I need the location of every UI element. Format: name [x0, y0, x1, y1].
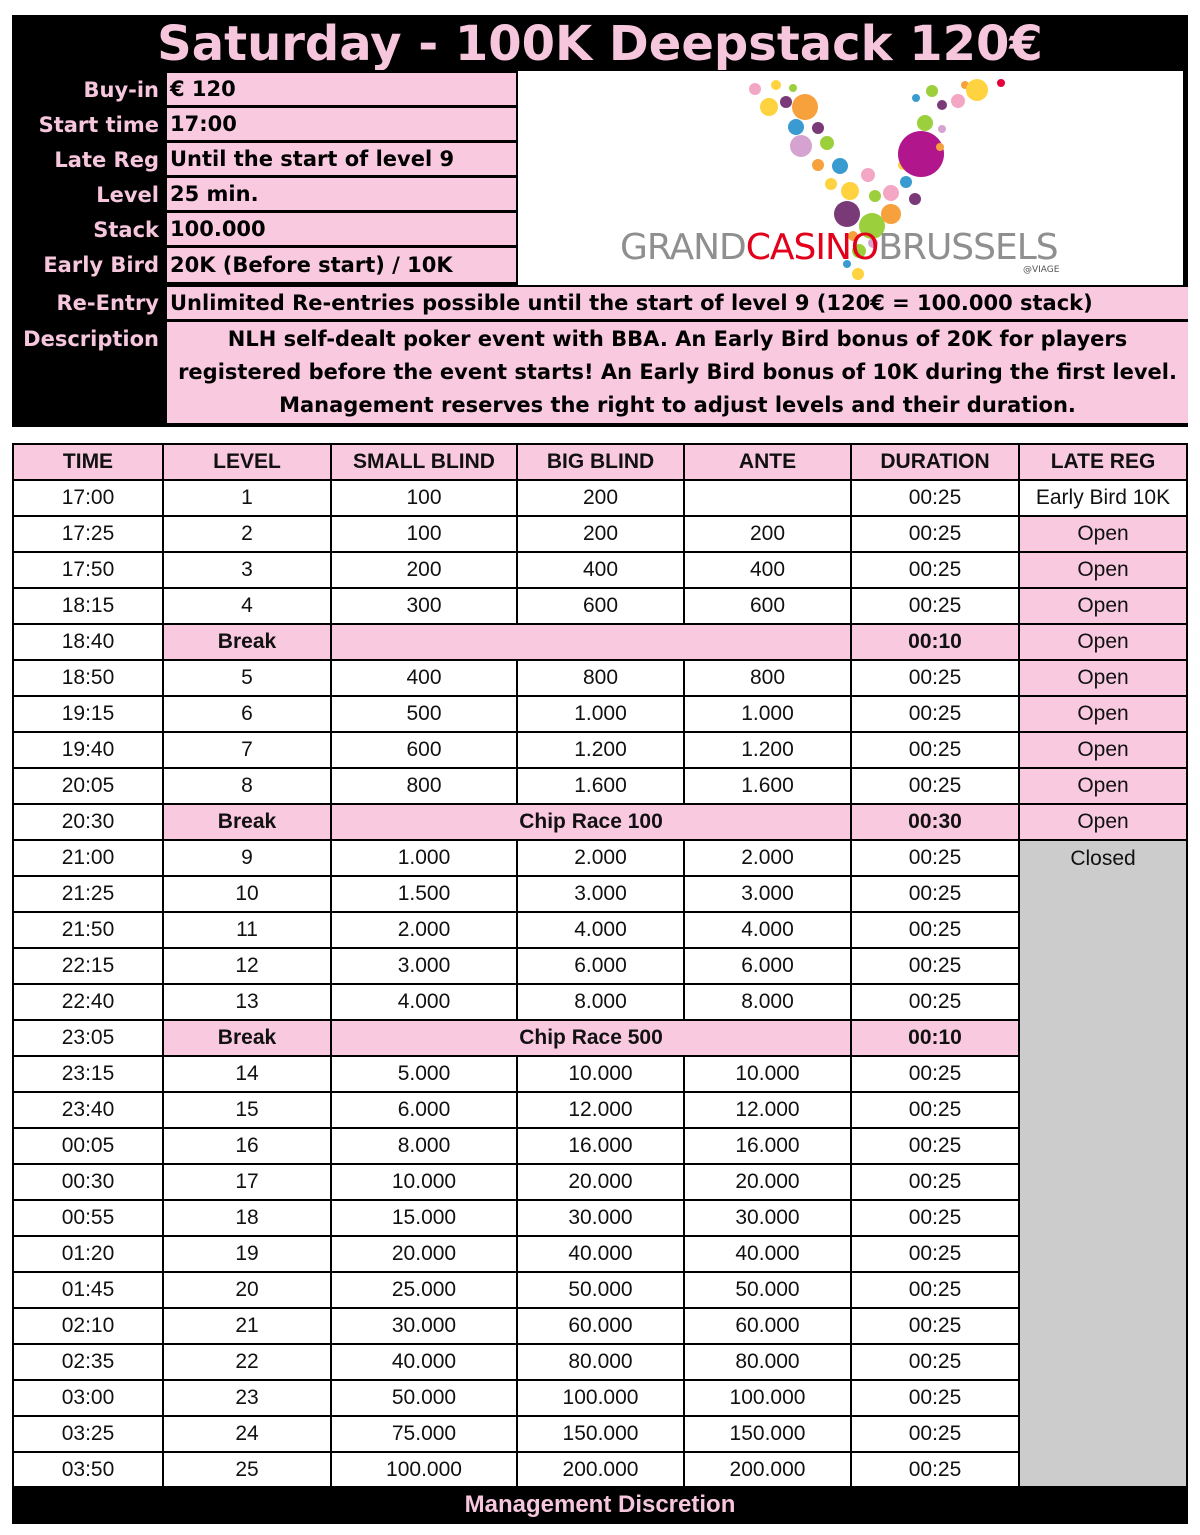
duration-cell: 00:25	[851, 1164, 1019, 1200]
ante-cell: 150.000	[684, 1416, 851, 1452]
level-cell: 25	[163, 1452, 331, 1488]
ante-cell: 100.000	[684, 1380, 851, 1416]
table-row	[13, 1200, 1187, 1236]
time-cell: 22:15	[13, 948, 163, 984]
ante-cell: 12.000	[684, 1092, 851, 1128]
logo-wordmark	[620, 227, 1058, 268]
break-row	[13, 804, 1187, 840]
description-value: NLH self-dealt poker event with BBA. An Early Bird bonus of 20K for players registered before the event starts! An Early Bird bonus of 10K during the first level. Management reserves the right to adjust levels and their duration.	[167, 322, 1188, 423]
level-cell: 23	[163, 1380, 331, 1416]
time-cell: 23:15	[13, 1056, 163, 1092]
time-cell: 19:40	[13, 732, 163, 768]
break-label-cell: Break	[163, 624, 331, 660]
late-reg-cell: Open	[1019, 696, 1187, 732]
late-reg-cell: Open	[1019, 552, 1187, 588]
late-reg-closed-cell	[1019, 840, 1187, 1488]
event-header	[12, 15, 1188, 427]
duration-cell: 00:25	[851, 1200, 1019, 1236]
description-label: Description	[23, 327, 159, 351]
level-cell: 22	[163, 1344, 331, 1380]
stack-label: Stack	[93, 218, 159, 242]
reentry-value: Unlimited Re-entries possible until the start of level 9 (120€ = 100.000 stack)	[167, 287, 1188, 319]
table-row	[13, 948, 1187, 984]
time-cell: 18:40	[13, 624, 163, 660]
big-blind-cell: 8.000	[517, 984, 684, 1020]
table-row	[13, 1128, 1187, 1164]
duration-cell: 00:25	[851, 1452, 1019, 1488]
table-row	[13, 876, 1187, 912]
big-blind-cell: 150.000	[517, 1416, 684, 1452]
logo-word-grand: GRAND	[620, 227, 746, 268]
level-cell: 18	[163, 1200, 331, 1236]
small-blind-cell: 50.000	[331, 1380, 517, 1416]
time-cell: 00:55	[13, 1200, 163, 1236]
time-cell: 00:30	[13, 1164, 163, 1200]
small-blind-cell: 600	[331, 732, 517, 768]
ante-cell: 400	[684, 552, 851, 588]
time-cell: 21:50	[13, 912, 163, 948]
big-blind-cell: 3.000	[517, 876, 684, 912]
time-cell: 18:50	[13, 660, 163, 696]
table-row	[13, 660, 1187, 696]
small-blind-cell: 800	[331, 768, 517, 804]
late-reg-label: Late Reg	[54, 148, 159, 172]
level-cell: 21	[163, 1308, 331, 1344]
duration-cell: 00:25	[851, 768, 1019, 804]
big-blind-cell: 1.200	[517, 732, 684, 768]
buyin-value: € 120	[167, 73, 516, 105]
small-blind-cell: 25.000	[331, 1272, 517, 1308]
table-row	[13, 768, 1187, 804]
start-time-value: 17:00	[167, 108, 516, 140]
small-blind-cell: 1.000	[331, 840, 517, 876]
duration-cell: 00:25	[851, 1128, 1019, 1164]
start-time-label: Start time	[38, 113, 159, 137]
late-reg-cell: Open	[1019, 732, 1187, 768]
small-blind-cell: 500	[331, 696, 517, 732]
table-row	[13, 1092, 1187, 1128]
table-row	[13, 480, 1187, 516]
small-blind-cell: 200	[331, 552, 517, 588]
header-small-blind: SMALL BLIND	[331, 444, 517, 480]
ante-cell: 30.000	[684, 1200, 851, 1236]
time-cell: 20:30	[13, 804, 163, 840]
table-row	[13, 516, 1187, 552]
table-row	[13, 1380, 1187, 1416]
late-reg-value: Until the start of level 9	[167, 143, 516, 175]
small-blind-cell: 2.000	[331, 912, 517, 948]
ante-cell: 1.000	[684, 696, 851, 732]
big-blind-cell: 4.000	[517, 912, 684, 948]
small-blind-cell: 6.000	[331, 1092, 517, 1128]
duration-cell: 00:25	[851, 984, 1019, 1020]
time-cell: 23:05	[13, 1020, 163, 1056]
level-cell: 10	[163, 876, 331, 912]
time-cell: 01:45	[13, 1272, 163, 1308]
duration-cell: 00:25	[851, 1092, 1019, 1128]
level-cell: 7	[163, 732, 331, 768]
time-cell: 03:50	[13, 1452, 163, 1488]
big-blind-cell: 1.000	[517, 696, 684, 732]
small-blind-cell: 100.000	[331, 1452, 517, 1488]
small-blind-cell: 4.000	[331, 984, 517, 1020]
ante-cell: 10.000	[684, 1056, 851, 1092]
big-blind-cell: 2.000	[517, 840, 684, 876]
ante-cell: 800	[684, 660, 851, 696]
time-cell: 21:00	[13, 840, 163, 876]
time-cell: 23:40	[13, 1092, 163, 1128]
logo-word-casino: CASINO	[745, 227, 879, 268]
small-blind-cell: 300	[331, 588, 517, 624]
ante-cell: 80.000	[684, 1344, 851, 1380]
early-bird-value: 20K (Before start) / 10K	[167, 248, 516, 282]
ante-cell: 40.000	[684, 1236, 851, 1272]
duration-cell: 00:25	[851, 660, 1019, 696]
time-cell: 03:25	[13, 1416, 163, 1452]
big-blind-cell: 1.600	[517, 768, 684, 804]
duration-cell: 00:25	[851, 1272, 1019, 1308]
ante-cell: 2.000	[684, 840, 851, 876]
ante-cell: 4.000	[684, 912, 851, 948]
table-row	[13, 588, 1187, 624]
table-row	[13, 1272, 1187, 1308]
table-row	[13, 1236, 1187, 1272]
big-blind-cell: 16.000	[517, 1128, 684, 1164]
casino-logo	[518, 71, 1183, 285]
event-title: Saturday - 100K Deepstack 120€	[157, 16, 1043, 70]
time-cell: 22:40	[13, 984, 163, 1020]
ante-cell: 20.000	[684, 1164, 851, 1200]
big-blind-cell: 40.000	[517, 1236, 684, 1272]
duration-cell: 00:25	[851, 1308, 1019, 1344]
break-label-cell: Break	[163, 1020, 331, 1056]
level-cell: 24	[163, 1416, 331, 1452]
small-blind-cell: 1.500	[331, 876, 517, 912]
level-cell: 19	[163, 1236, 331, 1272]
duration-cell: 00:25	[851, 552, 1019, 588]
table-row	[13, 1416, 1187, 1452]
late-reg-cell: Open	[1019, 588, 1187, 624]
table-row	[13, 1164, 1187, 1200]
late-reg-cell: Early Bird 10K	[1019, 480, 1187, 516]
level-cell: 14	[163, 1056, 331, 1092]
late-reg-cell: Open	[1019, 768, 1187, 804]
break-label-cell: Break	[163, 804, 331, 840]
level-cell: 9	[163, 840, 331, 876]
duration-cell: 00:30	[851, 804, 1019, 840]
duration-cell: 00:25	[851, 696, 1019, 732]
break-note-cell: Chip Race 500	[331, 1020, 851, 1056]
duration-cell: 00:25	[851, 1056, 1019, 1092]
small-blind-cell: 40.000	[331, 1344, 517, 1380]
ante-cell: 50.000	[684, 1272, 851, 1308]
header-late-reg: LATE REG	[1019, 444, 1187, 480]
duration-cell: 00:25	[851, 948, 1019, 984]
time-cell: 02:10	[13, 1308, 163, 1344]
time-cell: 19:15	[13, 696, 163, 732]
level-cell: 3	[163, 552, 331, 588]
ante-cell: 200	[684, 516, 851, 552]
ante-cell: 1.600	[684, 768, 851, 804]
level-cell: 12	[163, 948, 331, 984]
duration-cell: 00:25	[851, 840, 1019, 876]
logo-dots-graphic	[518, 71, 1183, 285]
duration-cell: 00:25	[851, 1344, 1019, 1380]
time-cell: 17:00	[13, 480, 163, 516]
level-cell: 16	[163, 1128, 331, 1164]
level-cell: 20	[163, 1272, 331, 1308]
level-cell: 17	[163, 1164, 331, 1200]
break-note-cell	[331, 624, 851, 660]
blind-structure-table	[12, 443, 1188, 1489]
big-blind-cell: 30.000	[517, 1200, 684, 1236]
table-row	[13, 1344, 1187, 1380]
header-level: LEVEL	[163, 444, 331, 480]
level-label: Level	[96, 183, 159, 207]
small-blind-cell: 10.000	[331, 1164, 517, 1200]
small-blind-cell: 30.000	[331, 1308, 517, 1344]
stack-value: 100.000	[167, 213, 516, 245]
big-blind-cell: 200.000	[517, 1452, 684, 1488]
footer-note: Management Discretion	[12, 1486, 1188, 1524]
table-header-row	[13, 444, 1187, 480]
level-cell: 11	[163, 912, 331, 948]
table-row	[13, 984, 1187, 1020]
small-blind-cell: 100	[331, 516, 517, 552]
duration-cell: 00:25	[851, 876, 1019, 912]
table-row	[13, 1308, 1187, 1344]
big-blind-cell: 400	[517, 552, 684, 588]
time-cell: 17:25	[13, 516, 163, 552]
big-blind-cell: 50.000	[517, 1272, 684, 1308]
level-cell: 15	[163, 1092, 331, 1128]
table-row	[13, 1452, 1187, 1488]
duration-cell: 00:25	[851, 732, 1019, 768]
late-reg-closed-label: Closed	[1070, 847, 1136, 870]
small-blind-cell: 75.000	[331, 1416, 517, 1452]
time-cell: 20:05	[13, 768, 163, 804]
big-blind-cell: 100.000	[517, 1380, 684, 1416]
table-row	[13, 912, 1187, 948]
big-blind-cell: 200	[517, 480, 684, 516]
level-cell: 5	[163, 660, 331, 696]
time-cell: 17:50	[13, 552, 163, 588]
big-blind-cell: 20.000	[517, 1164, 684, 1200]
big-blind-cell: 12.000	[517, 1092, 684, 1128]
header-big-blind: BIG BLIND	[517, 444, 684, 480]
small-blind-cell: 15.000	[331, 1200, 517, 1236]
small-blind-cell: 20.000	[331, 1236, 517, 1272]
small-blind-cell: 5.000	[331, 1056, 517, 1092]
level-cell: 4	[163, 588, 331, 624]
late-reg-cell: Open	[1019, 804, 1187, 840]
level-cell: 1	[163, 480, 331, 516]
big-blind-cell: 10.000	[517, 1056, 684, 1092]
buyin-label: Buy-in	[83, 78, 159, 102]
header-duration: DURATION	[851, 444, 1019, 480]
big-blind-cell: 600	[517, 588, 684, 624]
ante-cell: 3.000	[684, 876, 851, 912]
ante-cell: 6.000	[684, 948, 851, 984]
header-ante: ANTE	[684, 444, 851, 480]
reentry-label: Re-Entry	[56, 291, 159, 315]
duration-cell: 00:25	[851, 516, 1019, 552]
logo-tagline: @VIAGE	[1023, 265, 1060, 275]
level-value: 25 min.	[167, 178, 516, 210]
duration-cell: 00:25	[851, 912, 1019, 948]
time-cell: 01:20	[13, 1236, 163, 1272]
level-cell: 2	[163, 516, 331, 552]
duration-cell: 00:25	[851, 1416, 1019, 1452]
big-blind-cell: 60.000	[517, 1308, 684, 1344]
ante-cell: 1.200	[684, 732, 851, 768]
logo-word-brussels: BRUSSELS	[878, 227, 1058, 268]
table-row	[13, 696, 1187, 732]
duration-cell: 00:25	[851, 1236, 1019, 1272]
small-blind-cell: 8.000	[331, 1128, 517, 1164]
late-reg-cell: Open	[1019, 624, 1187, 660]
duration-cell: 00:25	[851, 480, 1019, 516]
break-row	[13, 624, 1187, 660]
level-cell: 6	[163, 696, 331, 732]
time-cell: 00:05	[13, 1128, 163, 1164]
late-reg-cell: Open	[1019, 516, 1187, 552]
time-cell: 21:25	[13, 876, 163, 912]
ante-cell: 60.000	[684, 1308, 851, 1344]
table-row	[13, 1056, 1187, 1092]
table-row	[13, 732, 1187, 768]
small-blind-cell: 400	[331, 660, 517, 696]
ante-cell: 16.000	[684, 1128, 851, 1164]
big-blind-cell: 800	[517, 660, 684, 696]
time-cell: 18:15	[13, 588, 163, 624]
ante-cell: 200.000	[684, 1452, 851, 1488]
duration-cell: 00:10	[851, 624, 1019, 660]
table-row	[13, 840, 1187, 876]
ante-cell: 600	[684, 588, 851, 624]
duration-cell: 00:25	[851, 1380, 1019, 1416]
break-note-cell: Chip Race 100	[331, 804, 851, 840]
ante-cell	[684, 480, 851, 516]
break-row	[13, 1020, 1187, 1056]
level-cell: 8	[163, 768, 331, 804]
small-blind-cell: 3.000	[331, 948, 517, 984]
late-reg-cell: Open	[1019, 660, 1187, 696]
ante-cell: 8.000	[684, 984, 851, 1020]
time-cell: 03:00	[13, 1380, 163, 1416]
early-bird-label: Early Bird	[43, 253, 159, 277]
big-blind-cell: 200	[517, 516, 684, 552]
time-cell: 02:35	[13, 1344, 163, 1380]
duration-cell: 00:10	[851, 1020, 1019, 1056]
level-cell: 13	[163, 984, 331, 1020]
big-blind-cell: 6.000	[517, 948, 684, 984]
table-row	[13, 552, 1187, 588]
big-blind-cell: 80.000	[517, 1344, 684, 1380]
header-time: TIME	[13, 444, 163, 480]
small-blind-cell: 100	[331, 480, 517, 516]
duration-cell: 00:25	[851, 588, 1019, 624]
